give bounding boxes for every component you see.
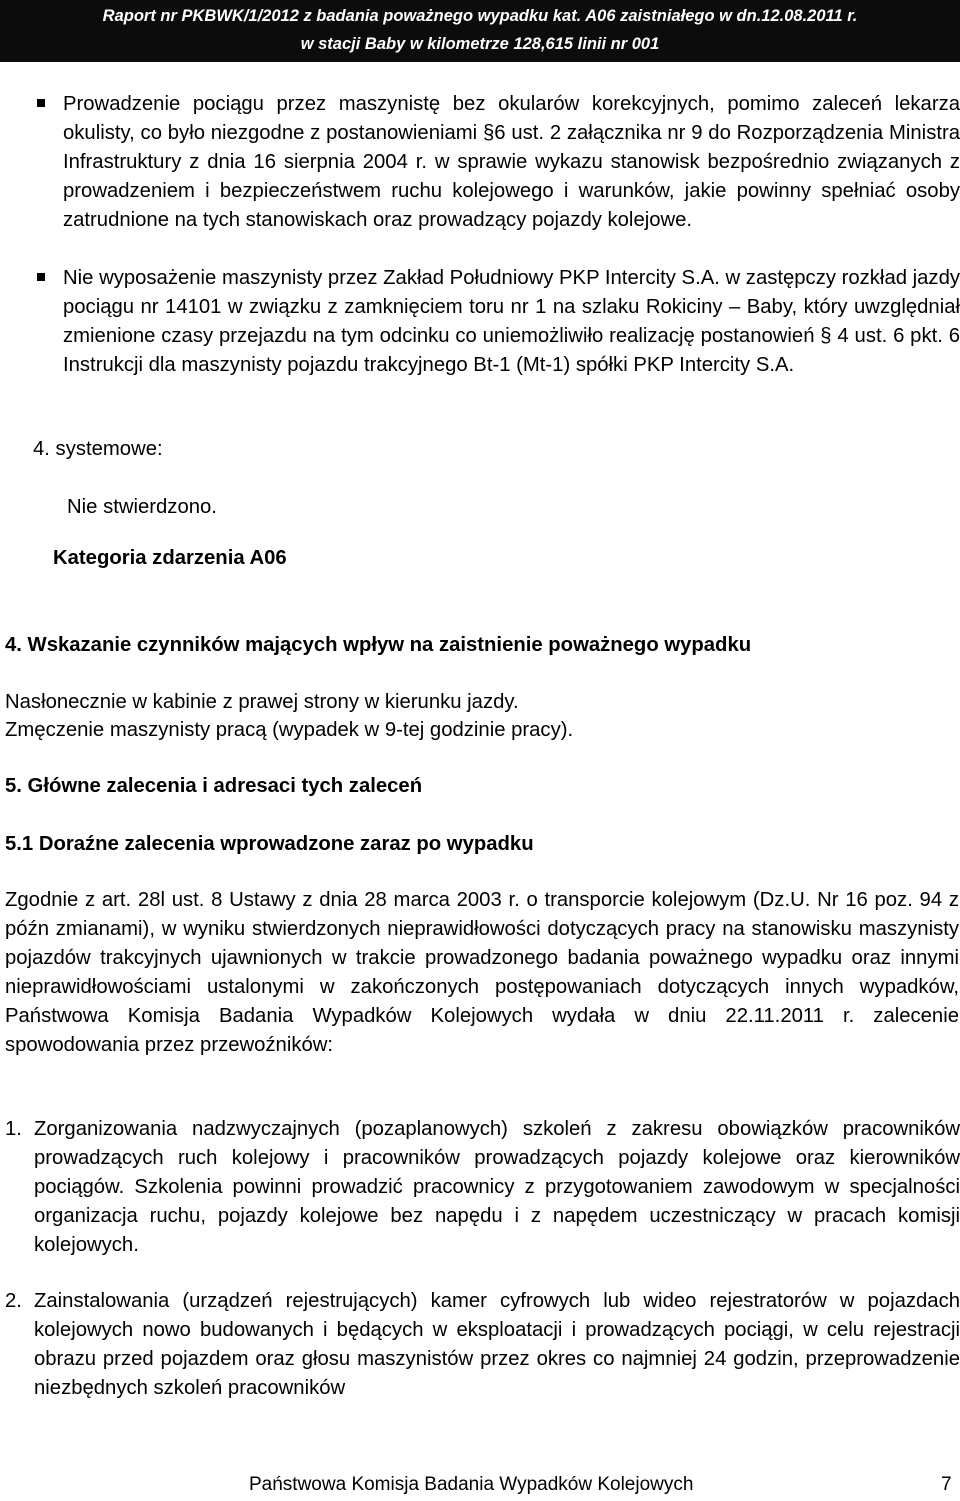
bullet-text: Nie wyposażenie maszynisty przez Zakład Południowy PKP Intercity S.A. w zastępczy rozkład jazdy pociągu nr 14101 w związku z zamknięciem toru nr 1 na szlaku Rokiciny – Baby, który uwzględniał zmienione czasy przejazdu na tym odcinku co uniemożliwiło realizację postanowień § 4 ust. 6 pkt. 6 Instrukcji dla maszynisty pojazdu trakcyjnego Bt-1 (Mt-1) spółki PKP Intercity S.A. [63,267,960,376]
systemic-heading: 4. systemowe: [33,438,163,460]
page-number: 7 [941,1474,952,1495]
factor-line: Nasłonecznie w kabinie z prawej strony w kierunku jazdy. [5,691,519,713]
recommendation-item [5,1287,960,1403]
section-5-1-heading: 5.1 Doraźne zalecenia wprowadzone zaraz po wypadku [5,833,534,855]
section-5-heading: 5. Główne zalecenia i adresaci tych zaleceń [5,775,423,797]
section-4-heading: 4. Wskazanie czynników mających wpływ na zaistnienie poważnego wypadku [5,634,752,656]
event-category: Kategoria zdarzenia A06 [53,547,287,569]
bullet-text: Prowadzenie pociągu przez maszynistę bez okularów korekcyjnych, pomimo zaleceń lekarza okulisty, co było niezgodne z postanowieniami §6 ust. 2 załącznika nr 9 do Rozporządzenia Ministra Infrastruktury z dnia 16 sierpnia 2004 r. w sprawie wykazu stanowisk bezpośrednio związanych z prowadzeniem i bezpieczeństwem ruchu kolejowego i warunków, jakie powinny spełniać osoby zatrudnione na tych stanowiskach oraz prowadzący pojazdy kolejowe. [63,93,960,231]
factor-line: Zmęczenie maszynisty pracą (wypadek w 9-tej godzinie pracy). [5,719,574,741]
recommendation-text: Zorganizowania nadzwyczajnych (pozaplanowych) szkoleń z zakresu obowiązków pracowników prowadzących ruch kolejowy i pracowników prowadzących pojazdy kolejowe oraz kierowników pociągów. Szkolenia powinni prowadzić pracownicy z przygotowaniem zawodowym w specjalności organizacja ruchu, pojazdy kolejowe bez napędu i z napędem uczestniczący w pracach komisji kolejowych. [34,1118,960,1256]
recommendation-number: 1. [5,1118,22,1140]
bullet-item [63,264,960,380]
header-report-title: Raport nr PKBWK/1/2012 z badania poważnego wypadku kat. A06 zaistniałego w dn.12.08.2011 r. [102,7,858,25]
recommendation-number: 2. [5,1290,22,1312]
recommendation-intro: Zgodnie z art. 28l ust. 8 Ustawy z dnia 28 marca 2003 r. o transporcie kolejowym (Dz.U. Nr 16 poz. 94 z późn zmianami), w wyniku stwierdzonych nieprawidłowości dotyczących pracy na stanowisku maszynisty pojazdów trakcyjnych ujawnionych w trakcie prowadzonego badania poważnego wypadku oraz innymi nieprawidłowościami ustalonymi w zakończonych postępowaniach dotyczących innych wypadków, Państwowa Komisja Badania Wypadków Kolejowych wydała w dniu 22.11.2011 r. zalecenie spowodowania przez przewoźników: [5,889,959,1056]
bullet-item [63,90,960,235]
page-header [0,0,960,62]
footer-title: Państwowa Komisja Badania Wypadków Kolejowych [249,1474,694,1495]
recommendation-item [5,1115,960,1260]
square-bullet-icon [37,273,45,281]
systemic-text: Nie stwierdzono. [67,496,217,518]
recommendation-text: Zainstalowania (urządzeń rejestrujących) kamer cyfrowych lub wideo rejestratorów w pojazdach kolejowych nowo budowanych i będących w eksploatacji i prowadzących pociągi, w celu rejestracji obrazu przed pojazdem oraz głosu maszynistów przez okres co najmniej 24 godzin, przeprowadzenie niezbędnych szkoleń pracowników [34,1290,960,1399]
square-bullet-icon [37,99,45,107]
header-location: w stacji Baby w kilometrze 128,615 linii nr 001 [300,35,660,53]
